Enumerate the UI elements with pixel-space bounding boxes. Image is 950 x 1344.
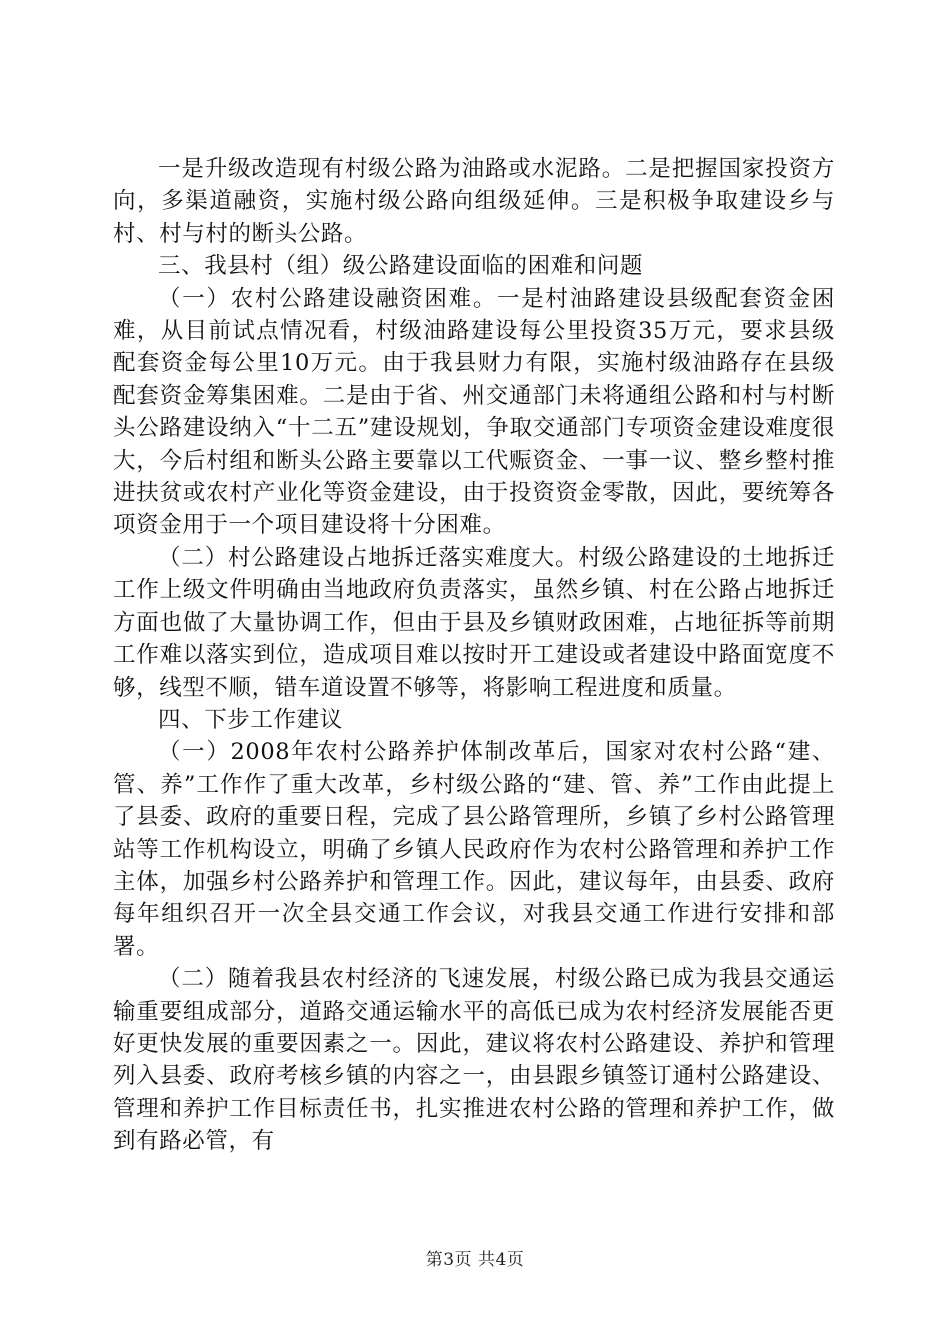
document-body [113, 153, 835, 1158]
paragraph-upgrade-plan: 一是升级改造现有村级公路为油路或水泥路。二是把握国家投资方向，多渠道融资，实施村级公路向组级延伸。三是积极争取建设乡与村、村与村的断头公路。 [113, 156, 835, 247]
paragraph-suggestion-one: （一）2008年农村公路养护体制改革后，国家对农村公路“建、管、养”工作作了重大改革，乡村级公路的“建、管、养”工作由此提上了县委、政府的重要日程，完成了县公路管理所，乡镇了乡村公路管理站等工作机构设立，明确了乡镇人民政府作为农村公路管理和养护工作主体，加强乡村公路养护和管理工作。因此，建议每年，由县委、政府每年组织召开一次全县交通工作会议，对我县交通工作进行安排和部署。 [113, 739, 835, 960]
paragraph-financing-difficulty: （一）农村公路建设融资困难。一是村油路建设县级配套资金困难，从目前试点情况看，村级油路建设每公里投资35万元，要求县级配套资金每公里10万元。由于我县财力有限，实施村级油路存在县级配套资金筹集困难。二是由于省、州交通部门未将通组公路和村与村断头公路建设纳入“十二五”建设规划，争取交通部门专项资金建设难度很大，今后村组和断头公路主要靠以工代赈资金、一事一议、整乡整村推进扶贫或农村产业化等资金建设，由于投资资金零散，因此，要统筹各项资金用于一个项目建设将十分困难。 [113, 285, 835, 539]
page-footer: 第3页 共4页 [425, 1250, 525, 1270]
section-heading-suggestions: 四、下步工作建议 [158, 706, 343, 733]
paragraph-suggestion-two: （二）随着我县农村经济的飞速发展，村级公路已成为我县交通运输重要组成部分，道路交通运输水平的高低已成为农村经济发展能否更好更快发展的重要因素之一。因此，建议将农村公路建设、养护和管理列入县委、政府考核乡镇的内容之一，由县跟乡镇签订通村公路建设、管理和养护工作目标责任书，扎实推进农村公路的管理和养护工作，做到有路必管，有 [113, 966, 835, 1155]
paragraph-land-demolition: （二）村公路建设占地拆迁落实难度大。村级公路建设的土地拆迁工作上级文件明确由当地政府负责落实，虽然乡镇、村在公路占地拆迁方面也做了大量协调工作，但由于县及乡镇财政困难，占地征拆等前期工作难以落实到位，造成项目难以按时开工建设或者建设中路面宽度不够，线型不顺，错车道设置不够等，将影响工程进度和质量。 [113, 544, 835, 701]
section-heading-difficulties: 三、我县村（组）级公路建设面临的困难和问题 [158, 253, 644, 280]
